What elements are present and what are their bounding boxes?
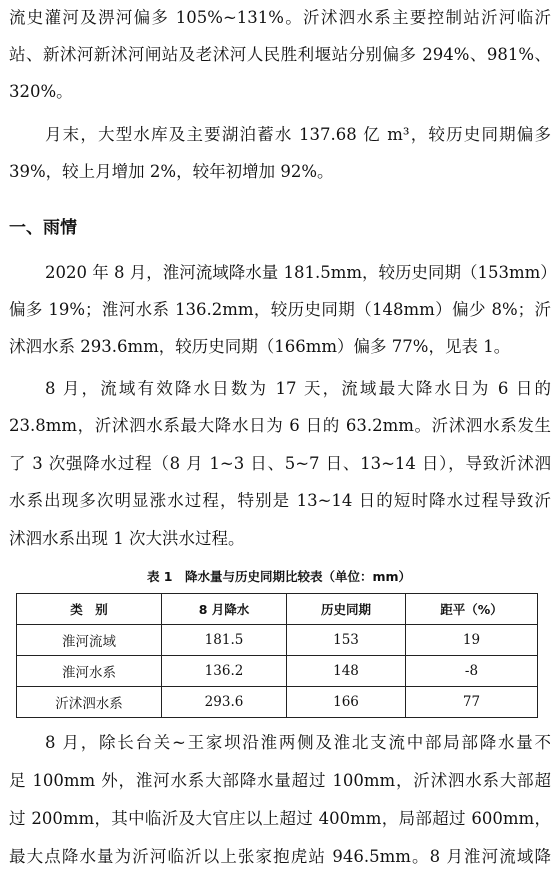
- text-line: 23.8mm，沂沭泗水系最大降水日为 6 日的 63.2mm。沂沭泗水系发生: [9, 416, 551, 435]
- table-cell: 148: [287, 656, 406, 687]
- table-header-cell: 8 月降水: [162, 594, 287, 625]
- text-line: 过 200mm，其中临沂及大官庄以上超过 400mm，局部超过 600mm，: [9, 809, 551, 828]
- table-row: [17, 656, 538, 687]
- text-line: 8 月，除长台关~王家坝沿淮两侧及淮北支流中部局部降水量不: [45, 733, 551, 752]
- table-row: [17, 625, 538, 656]
- table-caption: 表 1 降水量与历史同期比较表（单位：mm）: [146, 569, 412, 584]
- table-cell: 166: [287, 687, 406, 718]
- text-line: 站、新沭河新沭河闸站及老沭河人民胜利堰站分别偏多 294%、981%、: [9, 45, 551, 64]
- table-header-cell: 类 别: [17, 594, 162, 625]
- table-cell: 153: [287, 625, 406, 656]
- table-cell: 19: [406, 625, 538, 656]
- table-header-cell: 距平（%）: [406, 594, 538, 625]
- text-line: 沭泗水系出现 1 次大洪水过程。: [9, 529, 245, 548]
- table-cell: 181.5: [162, 625, 287, 656]
- text-line: 偏多 19%；淮河水系 136.2mm，较历史同期（148mm）偏少 8%；沂: [9, 300, 551, 319]
- table-cell: -8: [406, 656, 538, 687]
- table-cell: 淮河水系: [17, 656, 162, 687]
- table-row: [17, 687, 538, 718]
- table-cell: 293.6: [162, 687, 287, 718]
- text-line: 流史灌河及淠河偏多 105%~131%。沂沭泗水系主要控制站沂河临沂: [9, 8, 551, 27]
- precipitation-table: [16, 593, 538, 718]
- text-line: 了 3 次强降水过程（8 月 1~3 日、5~7 日、13~14 日），导致沂沭泗: [9, 454, 551, 473]
- table-cell: 淮河流域: [17, 625, 162, 656]
- text-line: 8 月，流域有效降水日数为 17 天，流域最大降水日为 6 日的: [45, 379, 551, 398]
- table-header-row: [17, 594, 538, 625]
- text-line: 最大点降水量为沂河临沂以上张家抱虎站 946.5mm。8 月淮河流域降: [9, 847, 551, 866]
- table-cell: 136.2: [162, 656, 287, 687]
- text-line: 足 100mm 外，淮河水系大部降水量超过 100mm，沂沭泗水系大部超: [9, 771, 551, 790]
- text-line: 水系出现多次明显涨水过程，特别是 13~14 日的短时降水过程导致沂: [9, 491, 551, 510]
- table-header-cell: 历史同期: [287, 594, 406, 625]
- section-heading: 一、雨情: [9, 218, 77, 238]
- text-line: 320%。: [9, 82, 73, 101]
- table-cell: 沂沭泗水系: [17, 687, 162, 718]
- table-cell: 77: [406, 687, 538, 718]
- text-line: 月末，大型水库及主要湖泊蓄水 137.68 亿 m³，较历史同期偏多: [45, 125, 551, 144]
- text-line: 2020 年 8 月，淮河流域降水量 181.5mm，较历史同期（153mm）: [45, 263, 557, 282]
- text-line: 沭泗水系 293.6mm，较历史同期（166mm）偏多 77%，见表 1。: [9, 337, 511, 356]
- text-line: 39%，较上月增加 2%，较年初增加 92%。: [9, 162, 334, 181]
